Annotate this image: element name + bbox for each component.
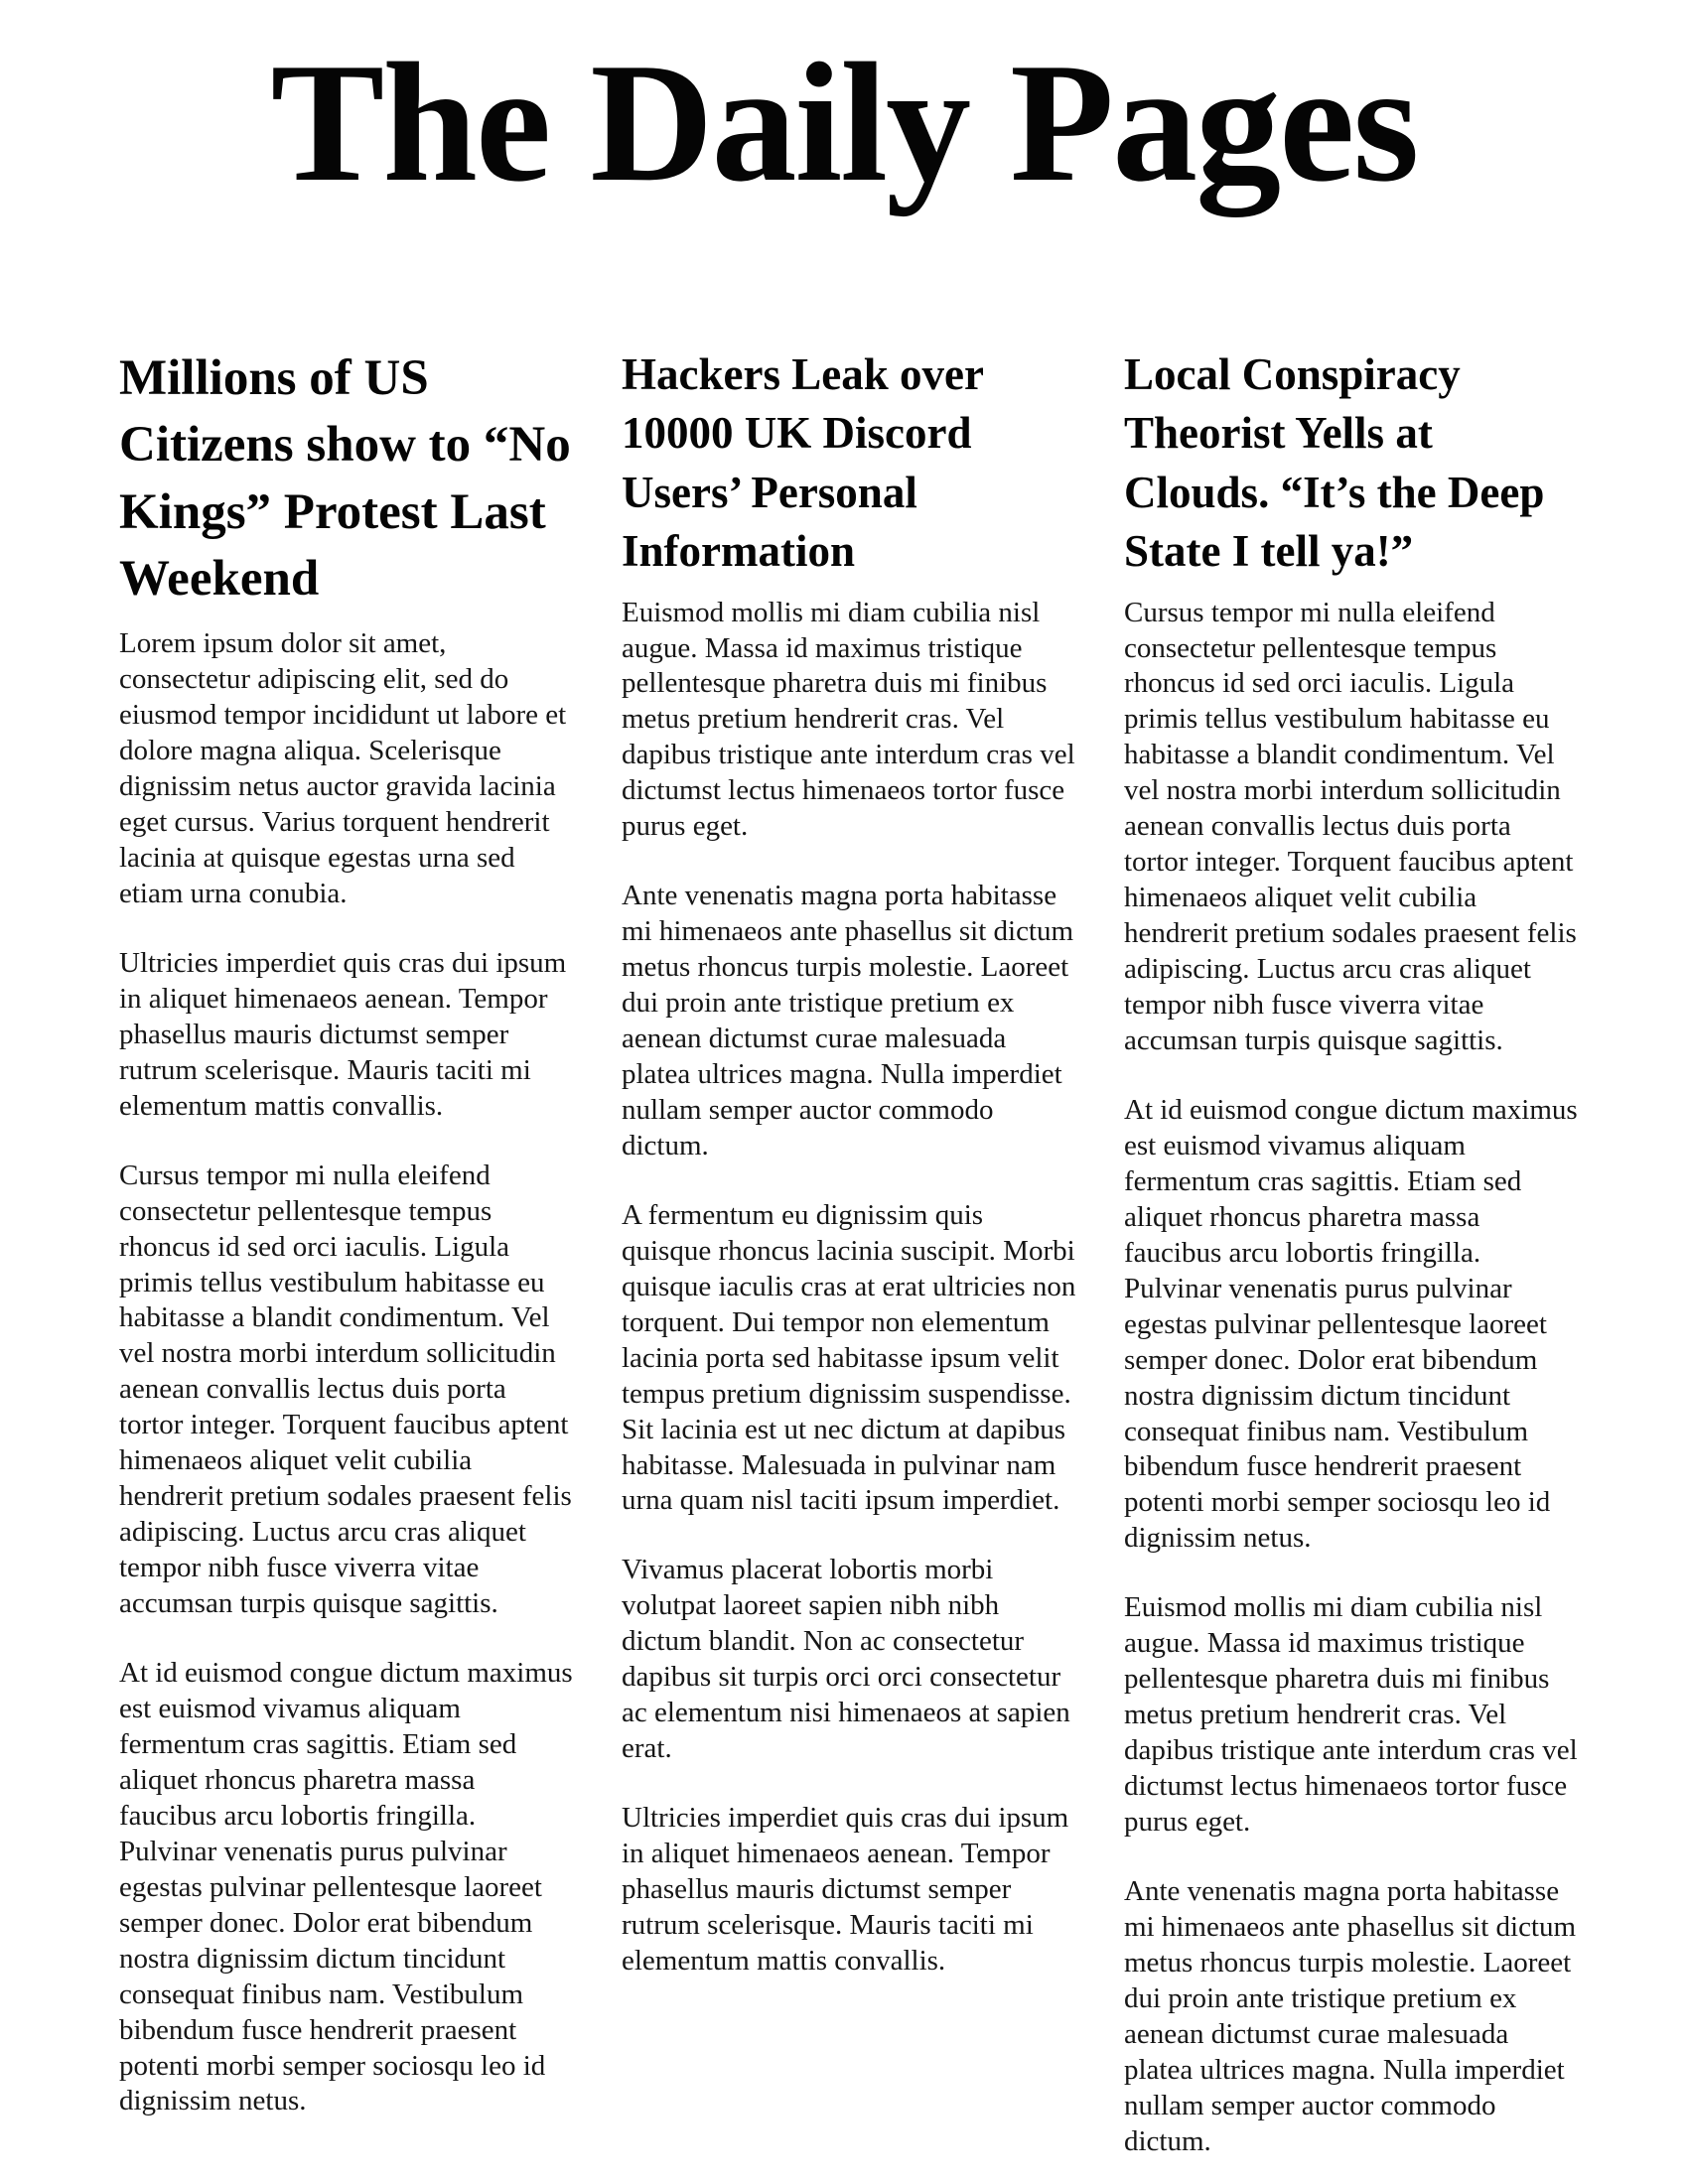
article-columns <box>119 345 1579 2184</box>
article-body <box>622 596 1078 1979</box>
masthead-title: The Daily Pages <box>270 29 1418 217</box>
article-paragraph: Lorem ipsum dolor sit amet, consectetur adipiscing elit, sed do eiusmod tempor incididunt ut labore et dolore magna aliqua. Scelerisque dignissim netus auctor gravida lacinia eget cursus. Varius torquent hendrerit lacinia at quisque egestas urna sed etiam urna conubia. <box>119 627 567 909</box>
article-column-1 <box>119 345 576 2184</box>
article-body <box>119 626 576 2119</box>
article-headline-no-kings-protest: Millions of US Citizens show to “No Kings” Protest Last Weekend <box>119 350 571 607</box>
article-paragraph: Vivamus placerat lobortis morbi volutpat laoreet sapien nibh nibh dictum blandit. Non ac consectetur dapibus sit turpis orci orci consectetur ac elementum nisi himenaeos at sapien erat. <box>622 1554 1070 1765</box>
article-paragraph: Cursus tempor mi nulla eleifend consectetur pellentesque tempus rhoncus id sed orci iaculis. Ligula primis tellus vestibulum habitasse eu habitasse a blandit condimentum. Vel vel nostra morbi interdum sollicitudin aenean convallis lectus duis porta tortor integer. Torquent faucibus aptent himenaeos aliquet velit cubilia hendrerit pretium sodales praesent felis adipiscing. Luctus arcu cras aliquet tempor nibh fusce viverra vitae accumsan turpis quisque sagittis. <box>1124 596 1577 1056</box>
article-column-2 <box>622 345 1078 2184</box>
article-paragraph: Ante venenatis magna porta habitasse mi himenaeos ante phasellus sit dictum metus rhoncus turpis molestie. Laoreet dui proin ante tristique pretium ex aenean dictumst curae malesuada platea ultrices magna. Nulla imperdiet nullam semper auctor commodo dictum. <box>622 880 1074 1161</box>
article-paragraph: Euismod mollis mi diam cubilia nisl augue. Massa id maximus tristique pellentesque pharetra duis mi finibus metus pretium hendrerit cras. Vel dapibus tristique ante interdum cras vel dictumst lectus himenaeos tortor fusce purus eget. <box>622 596 1075 843</box>
article-paragraph: A fermentum eu dignissim quis quisque rhoncus lacinia suscipit. Morbi quisque iaculis cras at erat ultricies non torquent. Dui tempor non elementum lacinia porta sed habitasse ipsum velit tempus pretium dignissim suspendisse. Sit lacinia est ut nec dictum at dapibus habitasse. Malesuada in pulvinar nam urna quam nisl taciti ipsum imperdiet. <box>622 1198 1076 1517</box>
article-paragraph: Ultricies imperdiet quis cras dui ipsum in aliquet himenaeos aenean. Tempor phasellus mauris dictumst semper rutrum scelerisque. Mauris taciti mi elementum mattis convallis. <box>622 1802 1069 1977</box>
article-paragraph: Cursus tempor mi nulla eleifend consectetur pellentesque tempus rhoncus id sed orci iaculis. Ligula primis tellus vestibulum habitasse eu habitasse a blandit condimentum. Vel vel nostra morbi interdum sollicitudin aenean convallis lectus duis porta tortor integer. Torquent faucibus aptent himenaeos aliquet velit cubilia hendrerit pretium sodales praesent felis adipiscing. Luctus arcu cras aliquet tempor nibh fusce viverra vitae accumsan turpis quisque sagittis. <box>119 1159 572 1620</box>
article-paragraph: Ultricies imperdiet quis cras dui ipsum in aliquet himenaeos aenean. Tempor phasellus mauris dictumst semper rutrum scelerisque. Mauris taciti mi elementum mattis convallis. <box>119 946 567 1122</box>
article-paragraph: Euismod mollis mi diam cubilia nisl augue. Massa id maximus tristique pellentesque pharetra duis mi finibus metus pretium hendrerit cras. Vel dapibus tristique ante interdum cras vel dictumst lectus himenaeos tortor fusce purus eget. <box>1124 1591 1578 1839</box>
article-paragraph: At id euismod congue dictum maximus est euismod vivamus aliquam fermentum cras sagittis. Etiam sed aliquet rhoncus pharetra massa faucibus arcu lobortis fringilla. Pulvinar venenatis purus pulvinar egestas pulvinar pellentesque laoreet semper donec. Dolor erat bibendum nostra dignissim dictum tincidunt consequat finibus nam. Vestibulum bibendum fusce hendrerit praesent potenti morbi semper sociosqu leo id dignissim netus. <box>1124 1093 1578 1555</box>
article-headline-hackers-leak: Hackers Leak over 10000 UK Discord Users’ Personal Information <box>622 349 984 577</box>
article-body <box>1124 596 1581 2160</box>
article-paragraph: At id euismod congue dictum maximus est euismod vivamus aliquam fermentum cras sagittis. Etiam sed aliquet rhoncus pharetra massa faucibus arcu lobortis fringilla. Pulvinar venenatis purus pulvinar egestas pulvinar pellentesque laoreet semper donec. Dolor erat bibendum nostra dignissim dictum tincidunt consequat finibus nam. Vestibulum bibendum fusce hendrerit praesent potenti morbi semper sociosqu leo id dignissim netus. <box>119 1657 573 2117</box>
article-column-3 <box>1124 345 1581 2184</box>
article-headline-conspiracy-theorist: Local Conspiracy Theorist Yells at Clouds. “It’s the Deep State I tell ya!” <box>1124 349 1545 577</box>
article-paragraph: Ante venenatis magna porta habitasse mi himenaeos ante phasellus sit dictum metus rhoncus turpis molestie. Laoreet dui proin ante tristique pretium ex aenean dictumst curae malesuada platea ultrices magna. Nulla imperdiet nullam semper auctor commodo dictum. <box>1124 1875 1577 2157</box>
